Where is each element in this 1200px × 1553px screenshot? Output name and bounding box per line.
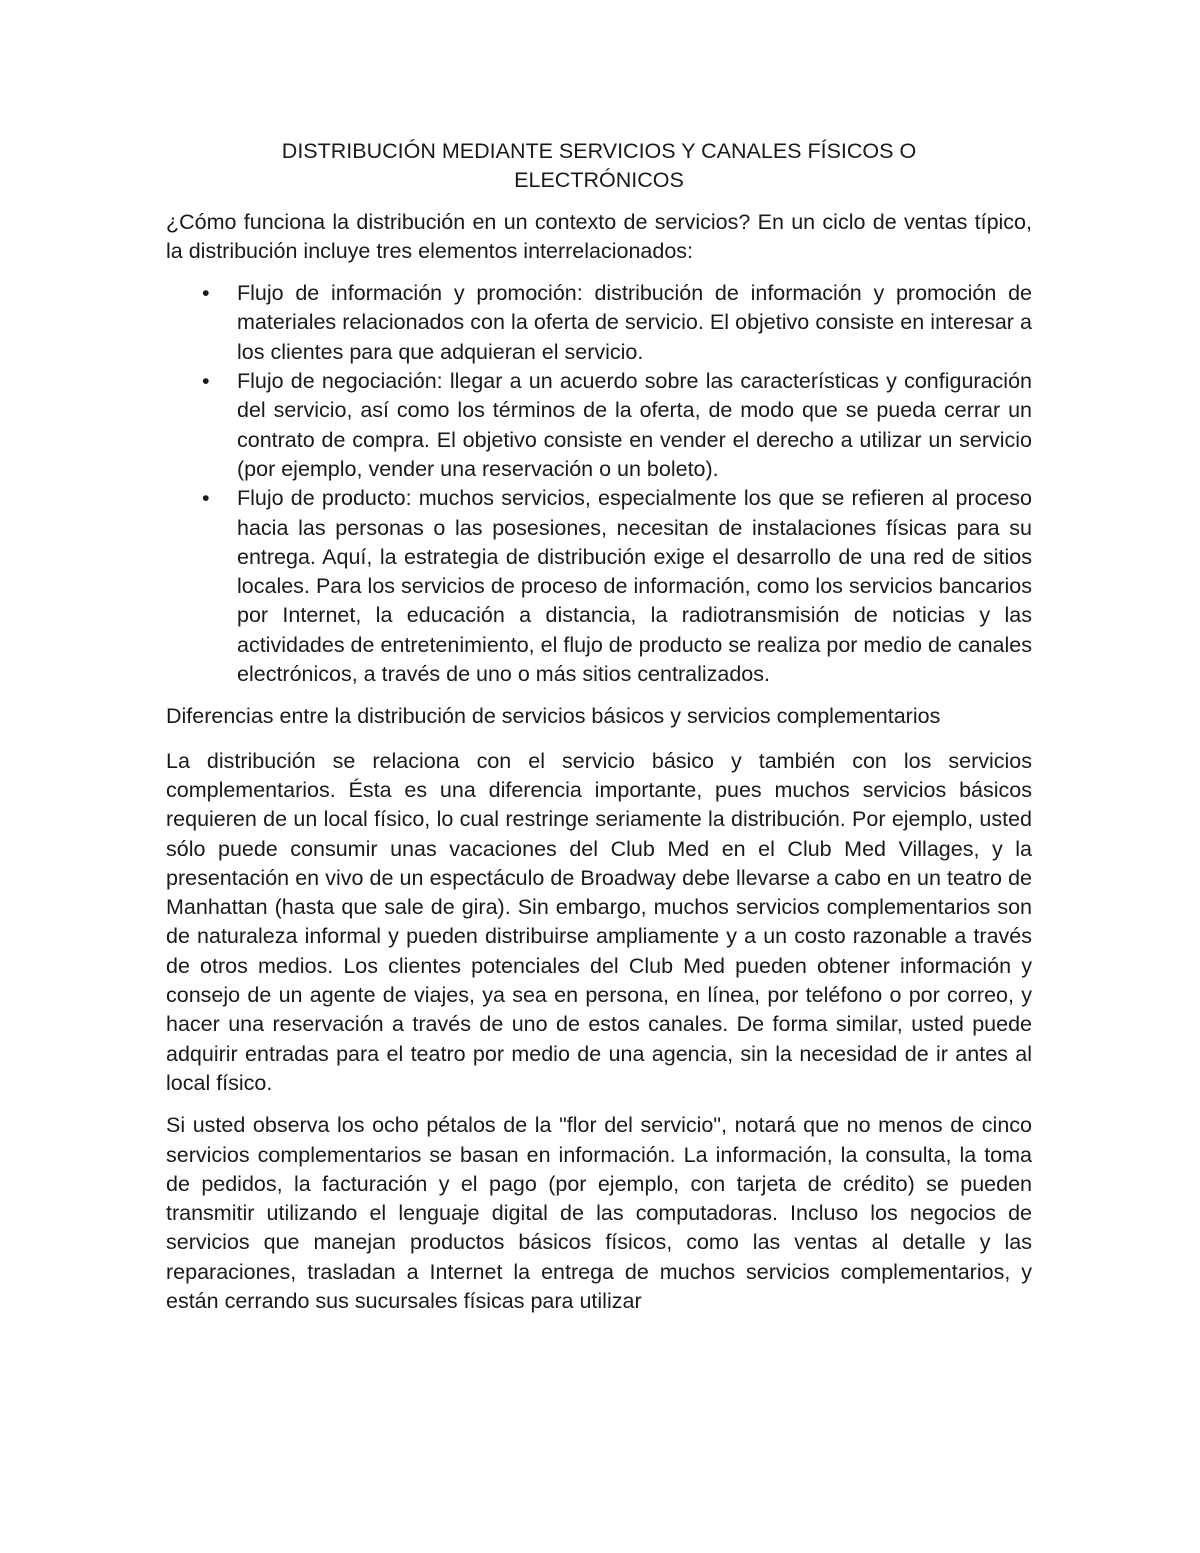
list-item-text: Flujo de información y promoción: distribución de información y promoción de materiales relacionados con la oferta de servicio. El objetivo consiste en interesar a los clientes para que adquieran el servicio. xyxy=(237,281,1032,364)
title-line-1: DISTRIBUCIÓN MEDIANTE SERVICIOS Y CANALES FÍSICOS O xyxy=(281,139,917,163)
bullet-icon: • xyxy=(202,369,210,394)
section-heading: Diferencias entre la distribución de servicios básicos y servicios complementarios xyxy=(166,704,941,729)
body-paragraph-1: La distribución se relaciona con el servicio básico y también con los servicios complementarios. Ésta es una diferencia importante, pues muchos servicios básicos requieren de un local físico, lo cual restringe seriamente la distribución. Por ejemplo, usted sólo puede consumir unas vacaciones del Club Med en el Club Med Villages, y la presentación en vivo de un espectáculo de Broadway debe llevarse a cabo en un teatro de Manhattan (hasta que sale de gira). Sin embargo, muchos servicios complementarios son de naturaleza informal y pueden distribuirse ampliamente y a un costo razonable a través de otros medios. Los clientes potenciales del Club Med pueden obtener información y consejo de un agente de viajes, ya sea en persona, en línea, por teléfono o por correo, y hacer una reservación a través de uno de estos canales. De forma similar, usted puede adquirir entradas para el teatro por medio de una agencia, sin la necesidad de ir antes al local físico. xyxy=(166,748,1032,1095)
document-page xyxy=(166,137,1032,1329)
list-item xyxy=(166,367,1032,484)
bullet-icon: • xyxy=(202,281,210,306)
bullet-icon: • xyxy=(202,486,210,511)
document-title xyxy=(166,137,1032,196)
intro-paragraph: ¿Cómo funciona la distribución en un contexto de servicios? En un ciclo de ventas típico, la distribución incluye tres elementos interrelacionados: xyxy=(166,209,1032,263)
list-item-text: Flujo de producto: muchos servicios, especialmente los que se refieren al proceso hacia las personas o las posesiones, necesitan de instalaciones físicas para su entrega. Aquí, la estrategia de distribución exige el desarrollo de una red de sitios locales. Para los servicios de proceso de información, como los servicios bancarios por Internet, la educación a distancia, la radiotransmisión de noticias y las actividades de entretenimiento, el flujo de producto se realiza por medio de canales electrónicos, a través de uno o más sitios centralizados. xyxy=(237,486,1032,687)
title-line-2: ELECTRÓNICOS xyxy=(514,168,684,193)
bullet-list xyxy=(166,279,1032,689)
list-item xyxy=(166,279,1032,367)
body-paragraph-2: Si usted observa los ocho pétalos de la "flor del servicio", notará que no menos de cinco servicios complementarios se basan en información. La información, la consulta, la toma de pedidos, la facturación y el pago (por ejemplo, con tarjeta de crédito) se pueden transmitir utilizando el lenguaje digital de las computadoras. Incluso los negocios de servicios que manejan productos básicos físicos, como las ventas al detalle y las reparaciones, trasladan a Internet la entrega de muchos servicios complementarios, y están cerrando sus sucursales físicas para utilizar xyxy=(166,1113,1032,1313)
list-item xyxy=(166,484,1032,689)
list-item-text: Flujo de negociación: llegar a un acuerdo sobre las características y configuración del servicio, así como los términos de la oferta, de modo que se pueda cerrar un contrato de compra. El objetivo consiste en vender el derecho a utilizar un servicio (por ejemplo, vender una reservación o un boleto). xyxy=(237,369,1032,481)
